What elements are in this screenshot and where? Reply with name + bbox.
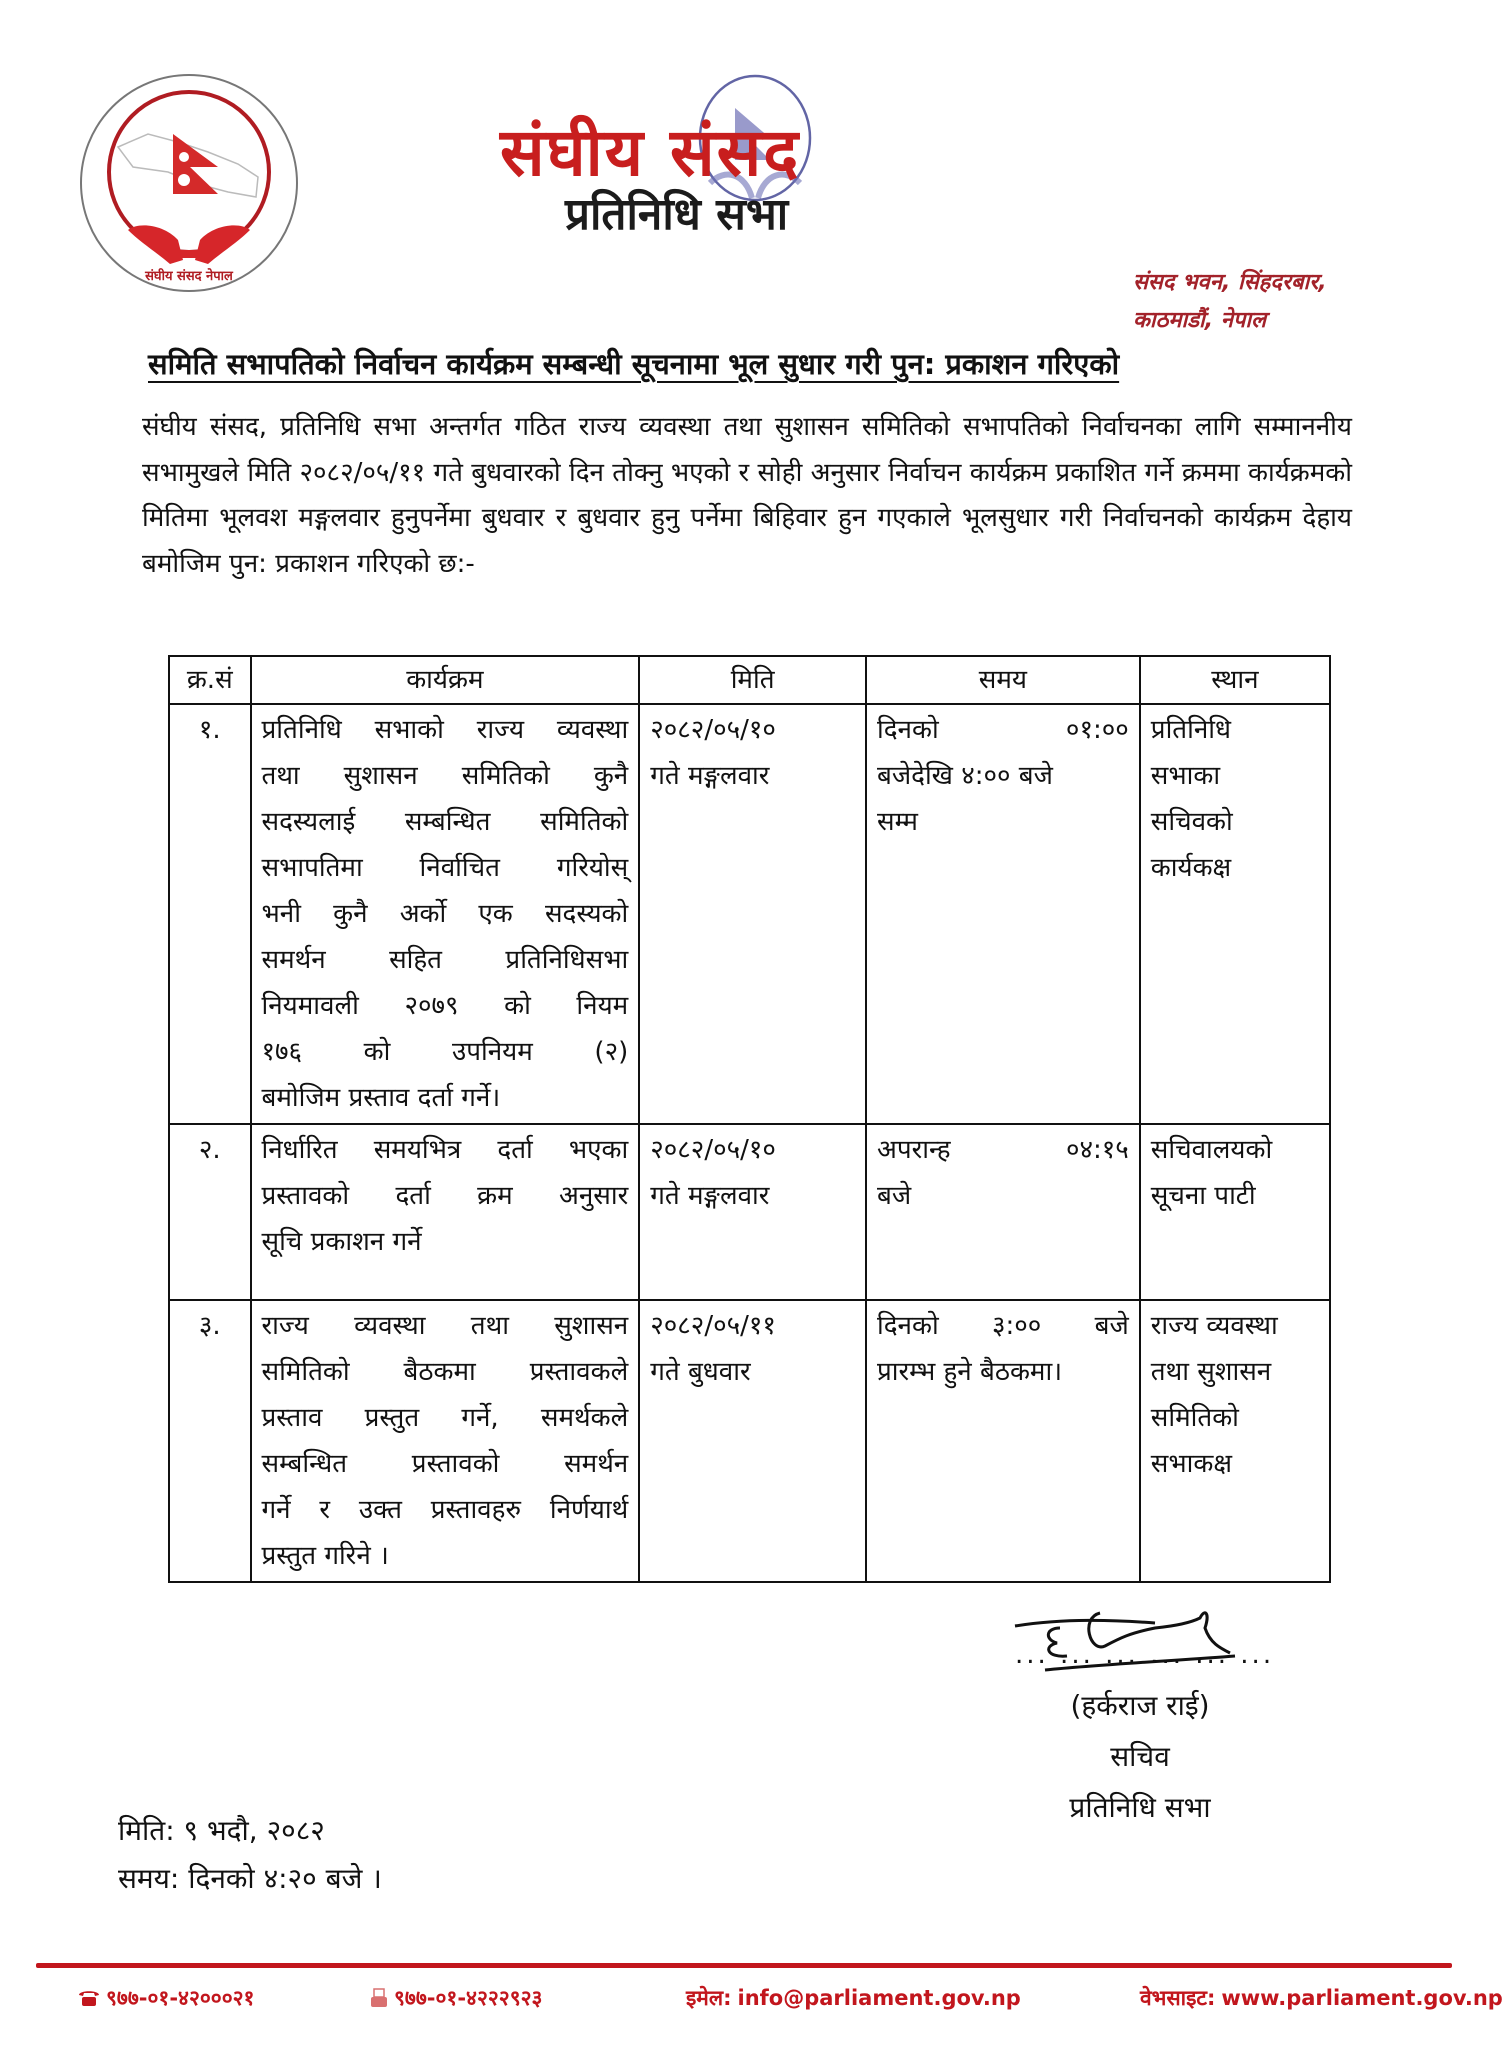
footer-divider — [36, 1963, 1452, 1968]
cell-program-line: १७६ को उपनियम (२) — [261, 1037, 629, 1067]
cell-place-line: प्रतिनिधि — [1150, 715, 1232, 745]
cell-program — [251, 1300, 640, 1582]
table-row — [169, 1300, 1330, 1582]
cell-date — [639, 704, 866, 1124]
cell-date-line: २०८२/०५/१० — [650, 1135, 776, 1165]
fax-number: ९७७-०१-४२२२९२३ — [394, 1986, 543, 2010]
cell-time-line: सम्म — [877, 807, 918, 837]
signature-dots: ... ... ... ... ... ... — [1015, 1640, 1275, 1670]
footer-website — [1140, 1984, 1503, 2012]
header-title: संघीय संसद — [500, 113, 801, 191]
cell-time — [866, 1300, 1140, 1582]
fax-icon — [370, 1988, 388, 2008]
col-header-place: स्थान — [1140, 656, 1330, 704]
cell-program-line: प्रस्तुत गरिने । — [261, 1541, 389, 1571]
cell-place-line: राज्य व्यवस्था — [1150, 1311, 1278, 1341]
cell-program-line: सूचि प्रकाशन गर्ने — [261, 1227, 422, 1257]
signatory-office: प्रतिनिधि सभा — [1069, 1791, 1211, 1824]
cell-program-line: भनी कुनै अर्को एक सदस्यको — [261, 899, 629, 929]
cell-program-line: सभापतिमा निर्वाचित गरियोस् — [261, 853, 629, 883]
cell-program-line: सम्बन्धित प्रस्तावको समर्थन — [261, 1449, 629, 1479]
cell-place — [1140, 1300, 1330, 1582]
col-header-sn: क्र.सं — [169, 656, 251, 704]
schedule-table — [168, 655, 1331, 1583]
cell-date-line: गते मङ्गलवार — [650, 761, 770, 791]
cell-time — [866, 704, 1140, 1124]
cell-place-line: सूचना पाटी — [1150, 1181, 1256, 1211]
notice-title: समिति सभापतिको निर्वाचन कार्यक्रम सम्बन्धी सूचनामा भूल सुधार गरी पुन: प्रकाशन गरिएको — [148, 347, 1120, 381]
email-link[interactable]: info@parliament.gov.np — [737, 1986, 1021, 2010]
nepal-flag-icon — [173, 134, 218, 194]
parliament-emblem — [78, 72, 300, 294]
office-address — [1133, 264, 1327, 340]
emblem-caption: संघीय संसद नेपाल — [145, 269, 233, 284]
cell-serial: १. — [169, 704, 251, 1124]
telephone-icon — [78, 1989, 100, 2007]
cell-place-line: तथा सुशासन — [1150, 1357, 1272, 1387]
cell-time-line: अपरान्ह ०४:१५ — [877, 1135, 1129, 1165]
cell-time-line: प्रारम्भ हुने बैठकमा। — [877, 1357, 1063, 1387]
footer-fax — [370, 1984, 542, 2012]
cell-program-line: सदस्यलाई सम्बन्धित समितिको — [261, 807, 629, 837]
issue-info — [118, 1807, 382, 1903]
cell-time-line: बजेदेखि ४:०० बजे — [877, 761, 1053, 791]
cell-place-line: सचिवालयको — [1150, 1135, 1273, 1165]
issue-date: मिति: ९ भदौ, २०८२ — [118, 1814, 325, 1847]
cell-date — [639, 1124, 866, 1300]
table-row — [169, 704, 1330, 1124]
cell-program-line: प्रतिनिधि सभाको राज्य व्यवस्था — [261, 715, 629, 745]
cell-place — [1140, 1124, 1330, 1300]
cell-time — [866, 1124, 1140, 1300]
signatory-name: (हर्कराज राई) — [1070, 1689, 1210, 1722]
hands-icon — [128, 225, 250, 264]
cell-time-line: बजे — [877, 1181, 912, 1211]
cell-program — [251, 704, 640, 1124]
cell-program-line: राज्य व्यवस्था तथा सुशासन — [261, 1311, 629, 1341]
cell-serial: ३. — [169, 1300, 251, 1582]
signatory-block — [1030, 1680, 1250, 1833]
cell-place-line: सचिवको — [1150, 807, 1233, 837]
cell-time-line: दिनको ३:०० बजे — [877, 1311, 1129, 1341]
cell-place — [1140, 704, 1330, 1124]
cell-program-line: निर्धारित समयभित्र दर्ता भएका — [261, 1135, 629, 1165]
cell-date-line: २०८२/०५/११ — [650, 1311, 776, 1341]
footer-phone — [78, 1984, 254, 2012]
cell-place-line: सभाका — [1150, 761, 1221, 791]
email-label: इमेल: — [686, 1986, 732, 2010]
cell-place-line: समितिको — [1150, 1403, 1239, 1433]
cell-program-line: प्रस्ताव प्रस्तुत गर्ने, समर्थकले — [261, 1403, 629, 1433]
cell-date-line: गते मङ्गलवार — [650, 1181, 770, 1211]
cell-program-line: बमोजिम प्रस्ताव दर्ता गर्ने। — [261, 1083, 501, 1113]
cell-place-line: कार्यकक्ष — [1150, 853, 1232, 883]
col-header-time: समय — [866, 656, 1140, 704]
cell-date-line: गते बुधवार — [650, 1357, 751, 1387]
table-header-row — [169, 656, 1330, 704]
website-link[interactable]: www.parliament.gov.np — [1221, 1986, 1503, 2010]
header-subtitle: प्रतिनिधि सभा — [565, 189, 789, 240]
cell-program-line: नियमावली २०७९ को नियम — [261, 991, 629, 1021]
col-header-date: मिति — [639, 656, 866, 704]
cell-program-line: प्रस्तावको दर्ता क्रम अनुसार — [261, 1181, 629, 1211]
footer-email — [686, 1984, 1021, 2012]
notice-body: संघीय संसद, प्रतिनिधि सभा अन्तर्गत गठित राज्य व्यवस्था तथा सुशासन समितिको सभापतिको निर्वाचनका लागि सम्माननीय सभामुखले मिति २०८२/०५/११ गते बुधवारको दिन तोक्नु भएको र सोही अनुसार निर्वाचन कार्यक्रम प्रकाशित गर्ने क्रममा कार्यक्रमको मितिमा भूलवश मङ्गलवार हुनुपर्नेमा बुधवार र बुधवार हुनु पर्नेमा बिहिवार हुन गएकाले भूलसुधार गरी निर्वाचनको कार्यक्रम देहाय बमोजिम पुन: प्रकाशन गरिएको छ:- — [142, 412, 1352, 579]
table-row — [169, 1124, 1330, 1300]
cell-place-line: सभाकक्ष — [1150, 1449, 1232, 1479]
col-header-program: कार्यक्रम — [251, 656, 640, 704]
signatory-designation: सचिव — [1110, 1740, 1170, 1773]
website-label: वेभसाइट: — [1140, 1986, 1216, 2010]
address-line-1: संसद भवन, सिंहदरबार, — [1133, 270, 1327, 295]
cell-program — [251, 1124, 640, 1300]
cell-time-line: दिनको ०१:०० — [877, 715, 1129, 745]
phone-number: ९७७-०१-४२०००२१ — [106, 1986, 255, 2010]
cell-date — [639, 1300, 866, 1582]
address-line-2: काठमाडौं, नेपाल — [1133, 308, 1267, 333]
issue-time: समय: दिनको ४:२० बजे । — [118, 1862, 382, 1895]
cell-date-line: २०८२/०५/१० — [650, 715, 776, 745]
cell-program-line: समितिको बैठकमा प्रस्तावकले — [261, 1357, 629, 1387]
cell-program-line: समर्थन सहित प्रतिनिधिसभा — [261, 945, 629, 975]
cell-program-line: गर्ने र उक्त प्रस्तावहरु निर्णयार्थ — [261, 1495, 629, 1525]
cell-program-line: तथा सुशासन समितिको कुनै — [261, 761, 629, 791]
cell-serial: २. — [169, 1124, 251, 1300]
